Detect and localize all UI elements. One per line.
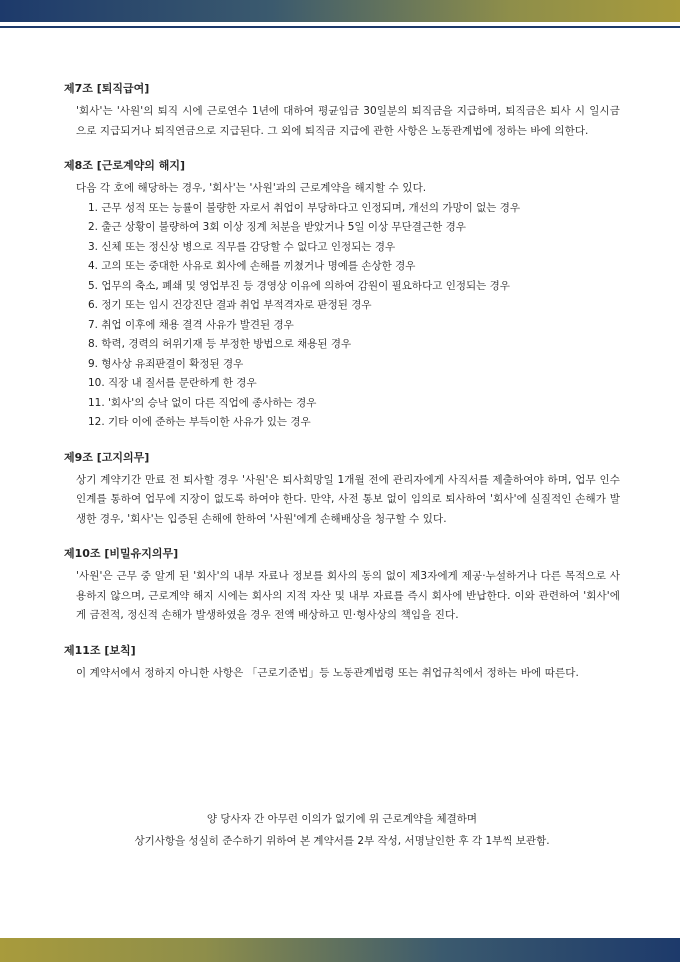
article-body: 다음 각 호에 해당하는 경우, '회사'는 '사원'과의 근로계약을 해지할 수 있다. xyxy=(76,182,427,194)
list-item: 1. 근무 성적 또는 능률이 불량한 자로서 취업이 부당하다고 인정되며, 개선의 가망이 없는 경우 xyxy=(88,201,521,214)
closing-statement xyxy=(64,808,620,852)
article-10 xyxy=(64,545,620,626)
header-rule xyxy=(0,26,680,28)
article-title: 제9조 [고지의무] xyxy=(64,450,150,464)
article-body: '사원'은 근무 중 알게 된 '회사'의 내부 자료나 정보를 회사의 동의 없이 제3자에게 제공·누설하거나 다른 목적으로 사용하지 않으며, 근로계약 해지 시에는 회사의 지적 자산 및 내부 자료를 즉시 회사에 반납한다. 이와 관련하여 '회사'에게 금전적, 정신적 손해가 발생하였을 경우 전액 배상하고 민·형사상의 책임을 진다. xyxy=(76,570,620,621)
contract-body xyxy=(64,80,620,699)
list-item: 12. 기타 이에 준하는 부득이한 사유가 있는 경우 xyxy=(88,416,311,428)
article-body: '회사'는 '사원'의 퇴직 시에 근로연수 1년에 대하여 평균임금 30일분의 퇴직금을 지급하며, 퇴직금은 퇴사 시 일시금으로 지급되거나 퇴직연금으로 지급된다. 그 외에 퇴직금 지급에 관한 사항은 노동관계법에 정하는 바에 의한다. xyxy=(76,105,620,137)
list-item: 3. 신체 또는 정신상 병으로 직무를 감당할 수 없다고 인정되는 경우 xyxy=(88,240,396,253)
article-11 xyxy=(64,642,620,684)
closing-line-1: 양 당사자 간 아무런 이의가 없기에 위 근로계약을 체결하며 xyxy=(206,813,478,825)
termination-reasons-list xyxy=(64,199,620,433)
article-title: 제8조 [근로계약의 해지] xyxy=(64,159,186,172)
article-title: 제10조 [비밀유지의무] xyxy=(64,547,179,560)
list-item: 4. 고의 또는 중대한 사유로 회사에 손해를 끼쳤거나 명예를 손상한 경우 xyxy=(88,260,416,272)
list-item: 2. 출근 상황이 불량하여 3회 이상 징계 처분을 받았거나 5일 이상 무단결근한 경우 xyxy=(88,221,466,233)
list-item: 7. 취업 이후에 채용 결격 사유가 발견된 경우 xyxy=(88,318,294,331)
list-item: 8. 학력, 경력의 허위기재 등 부정한 방법으로 채용된 경우 xyxy=(88,338,352,350)
article-title: 제11조 [보칙] xyxy=(64,643,136,657)
list-item: 5. 업무의 축소, 폐쇄 및 영업부진 등 경영상 이유에 의하여 감원이 필요하다고 인정되는 경우 xyxy=(88,279,510,292)
article-9 xyxy=(64,449,620,530)
article-8 xyxy=(64,157,620,433)
closing-line-2: 상기사항을 성실히 준수하기 위하여 본 계약서를 2부 작성, 서명날인한 후 각 1부씩 보관함. xyxy=(134,835,550,847)
article-body: 이 계약서에서 정하지 아니한 사항은 「근로기준법」등 노동관계법령 또는 취업규칙에서 정하는 바에 따른다. xyxy=(76,666,579,679)
article-title: 제7조 [퇴직급여] xyxy=(64,82,150,95)
article-7 xyxy=(64,80,620,141)
footer-band xyxy=(0,938,680,962)
list-item: 9. 형사상 유죄판결이 확정된 경우 xyxy=(88,357,244,370)
list-item: 10. 직장 내 질서를 문란하게 한 경우 xyxy=(88,377,257,389)
list-item: 11. '회사'의 승낙 없이 다른 직업에 종사하는 경우 xyxy=(88,396,317,409)
article-body: 상기 계약기간 만료 전 퇴사할 경우 '사원'은 퇴사희망일 1개월 전에 관리자에게 사직서를 제출하여야 하며, 업무 인수인계를 통하여 업무에 지장이 없도록 하여야 한다. 만약, 사전 통보 없이 임의로 퇴사하여 '회사'에 실질적인 손해가 발생한 경우, '회사'는 입증된 손해에 한하여 '사원'에게 손해배상을 청구할 수 있다. xyxy=(76,473,620,525)
header-band xyxy=(0,0,680,22)
list-item: 6. 정기 또는 임시 건강진단 결과 취업 부적격자로 판정된 경우 xyxy=(88,299,372,311)
